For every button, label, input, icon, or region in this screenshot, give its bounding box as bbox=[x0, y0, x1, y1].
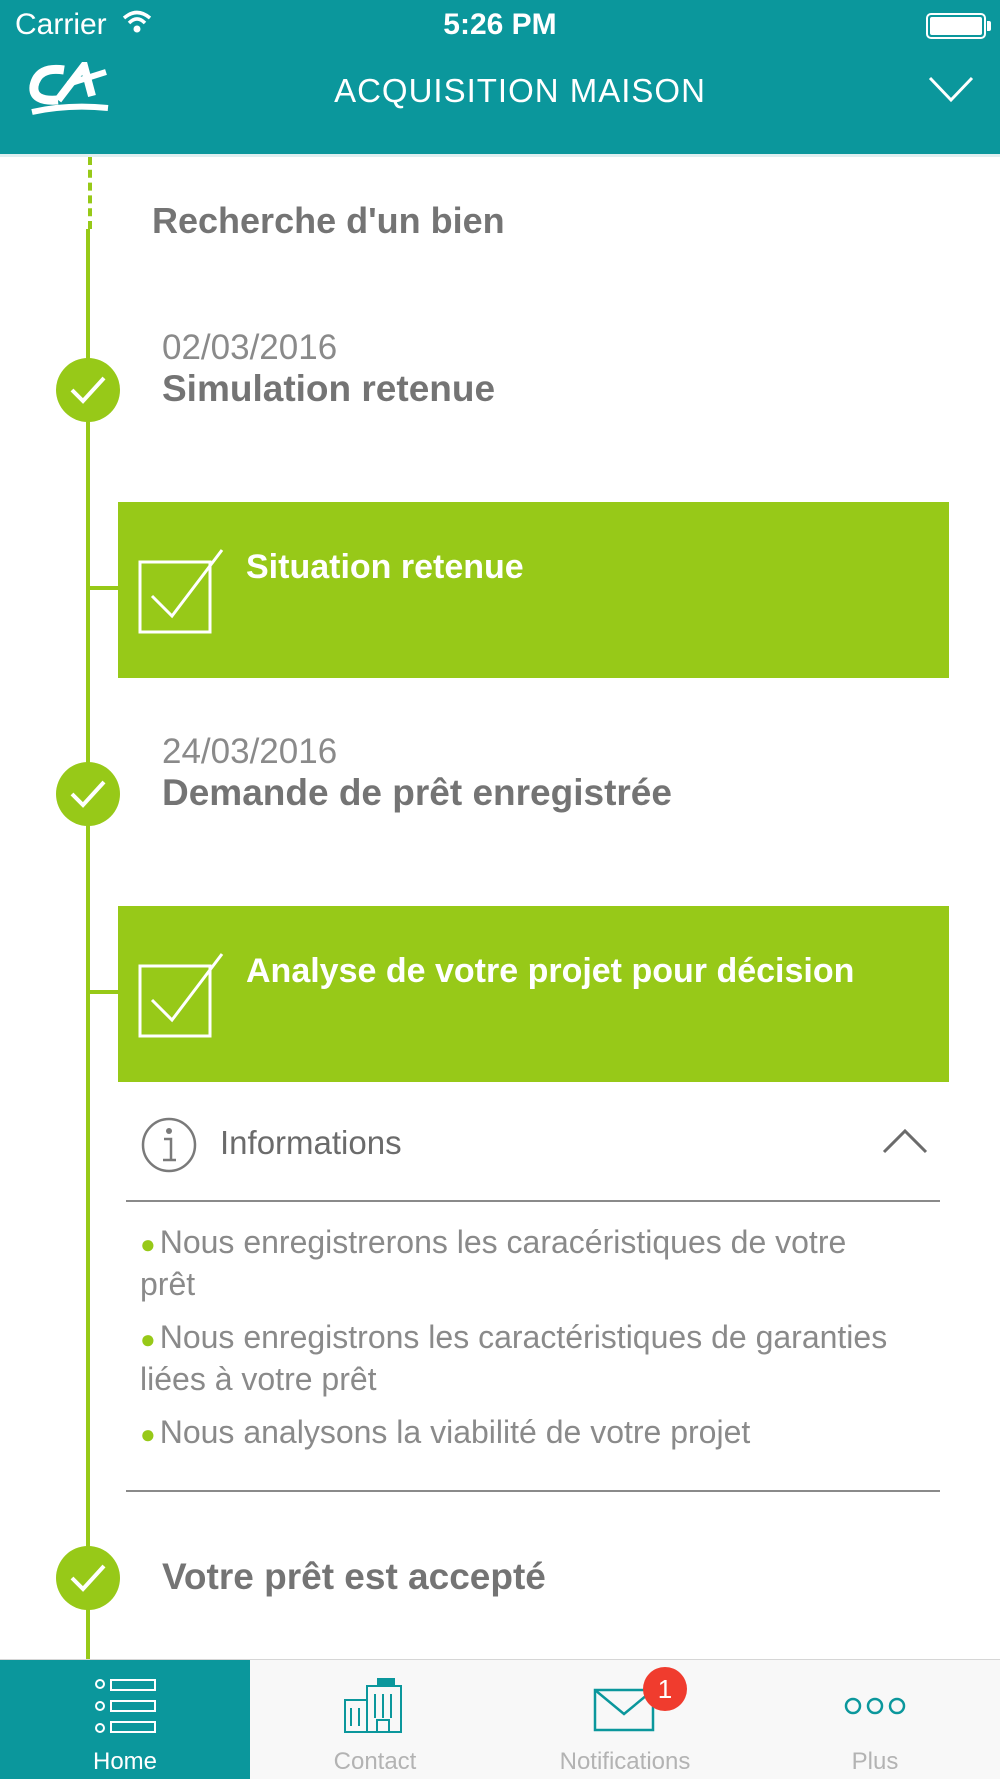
list-item: ● Nous enregistrerons les caracéristiques de votre prêt bbox=[140, 1224, 847, 1302]
timeline-branch bbox=[86, 586, 118, 590]
tab-label: Notifications bbox=[559, 1748, 691, 1775]
notification-badge: 1 bbox=[643, 1667, 687, 1711]
timeline-branch bbox=[86, 990, 118, 994]
more-dots-icon bbox=[843, 1678, 907, 1739]
step-title: Simulation retenue bbox=[162, 368, 496, 409]
info-panel-header[interactable] bbox=[126, 1090, 940, 1200]
step-title: Demande de prêt enregistrée bbox=[162, 772, 672, 813]
timeline-step bbox=[162, 1556, 546, 1598]
divider bbox=[126, 1490, 940, 1492]
chevron-up-icon[interactable] bbox=[882, 1128, 928, 1159]
page-title: ACQUISITION MAISON bbox=[334, 72, 706, 109]
check-circle-icon bbox=[56, 762, 120, 826]
carrier-label: Carrier bbox=[15, 8, 107, 41]
checkbox-checked-icon bbox=[138, 546, 224, 639]
tab-label: Plus bbox=[851, 1748, 899, 1775]
tab-contact[interactable] bbox=[250, 1660, 500, 1779]
step-title: Votre prêt est accepté bbox=[162, 1556, 546, 1597]
info-title: Informations bbox=[220, 1124, 402, 1161]
tab-bar bbox=[0, 1659, 1000, 1779]
clock: 5:26 PM bbox=[443, 8, 557, 41]
tab-notifications[interactable] bbox=[500, 1660, 750, 1779]
checkbox-checked-icon bbox=[138, 950, 224, 1043]
timeline-line bbox=[86, 229, 90, 1659]
step-date: 02/03/2016 bbox=[162, 328, 338, 367]
list-item: ● Nous enregistrons les caractéristiques de garanties liées à votre prêt bbox=[140, 1319, 888, 1397]
list-icon bbox=[93, 1678, 157, 1739]
card-title: Analyse de votre projet pour décision bbox=[246, 952, 855, 990]
tab-label: Home bbox=[92, 1748, 158, 1775]
info-bullet-list bbox=[140, 1222, 900, 1467]
timeline-step bbox=[162, 732, 672, 814]
tab-home[interactable] bbox=[0, 1660, 250, 1779]
divider bbox=[126, 1200, 940, 1202]
battery-icon bbox=[926, 13, 986, 39]
check-circle-icon bbox=[56, 1546, 120, 1610]
list-item: ● Nous analysons la viabilité de votre projet bbox=[140, 1414, 751, 1450]
info-icon bbox=[140, 1116, 198, 1179]
tab-plus[interactable] bbox=[750, 1660, 1000, 1779]
status-card[interactable] bbox=[118, 906, 949, 1082]
timeline-dashed-line bbox=[88, 157, 92, 229]
status-card[interactable] bbox=[118, 502, 949, 678]
step-date: 24/03/2016 bbox=[162, 732, 338, 771]
card-title: Situation retenue bbox=[246, 548, 524, 586]
app-header bbox=[0, 0, 1000, 157]
status-bar bbox=[0, 0, 1000, 50]
chevron-down-icon[interactable] bbox=[928, 74, 974, 109]
step-title: Recherche d'un bien bbox=[152, 200, 505, 241]
tab-label: Contact bbox=[333, 1748, 417, 1775]
timeline-step bbox=[162, 328, 495, 410]
timeline-step-search bbox=[152, 200, 505, 242]
check-circle-icon bbox=[56, 358, 120, 422]
building-icon bbox=[343, 1678, 407, 1739]
